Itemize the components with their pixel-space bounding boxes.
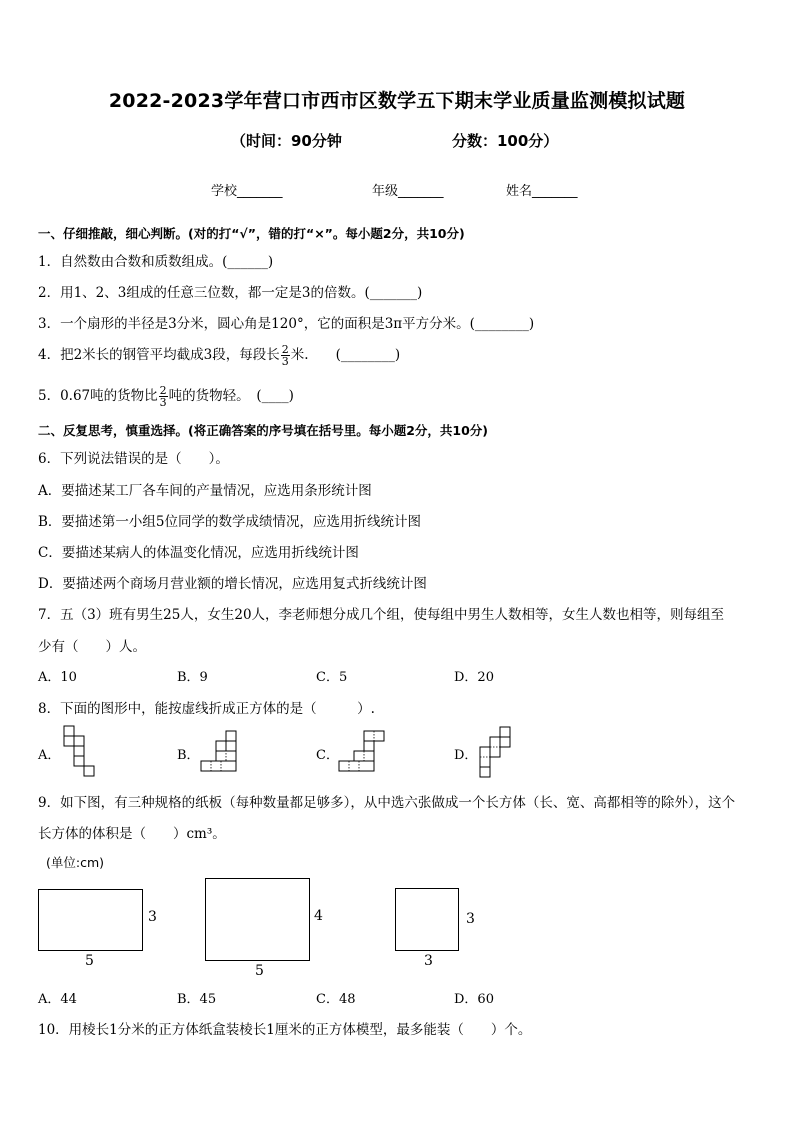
unit-label: (单位:cm) — [46, 855, 105, 870]
rect-2-height-label: 4 — [314, 908, 323, 924]
rect-3-height-label: 3 — [466, 911, 475, 927]
fraction-two-thirds — [281, 344, 290, 367]
page-title: 2022-2023学年营口市西市区数学五下期末学业质量监测模拟试题 — [108, 90, 686, 112]
grade-field: 年级_______ — [372, 184, 444, 199]
question-9-line1: 9．如下图，有三种规格的纸板（每种数量都足够多），从中选六张做成一个长方体（长、宽、高都相等的除外），这个 — [38, 795, 736, 811]
question-4-text: 4．把2米长的钢管平均截成3段，每段长 — [38, 347, 280, 363]
section1-heading: 一、仔细推敲，细心判断。(对的打“√”，错的打“×”。每小题2分，共10分) — [38, 226, 465, 241]
question-4-tail: 米. (________) — [290, 347, 401, 363]
rect-2-width-label: 5 — [255, 963, 264, 979]
fraction-two-thirds — [159, 385, 168, 408]
name-field: 姓名_______ — [506, 184, 578, 199]
question-7-option-c: C．5 — [316, 670, 348, 685]
question-5-tail: 吨的货物轻。 (____) — [168, 388, 294, 404]
question-2: 2．用1、2、3组成的任意三位数，都一定是3的倍数。(_______) — [38, 285, 423, 301]
question-3: 3．一个扇形的半径是3分米，圆心角是120°，它的面积是3π平方分米。(________) — [38, 316, 535, 332]
cube-net-c — [338, 730, 388, 772]
rectangle-5x4 — [205, 878, 310, 961]
question-6-option-d: D．要描述两个商场月营业额的增长情况，应选用复式折线统计图 — [38, 576, 427, 592]
question-7-option-d: D．20 — [454, 670, 494, 685]
cube-net-b — [200, 730, 242, 772]
question-7-line2: 少有（ ）人。 — [38, 639, 146, 655]
question-9-line2: 长方体的体积是（ ）cm³。 — [38, 826, 226, 842]
square-3x3 — [395, 888, 459, 951]
rectangle-5x3 — [38, 889, 143, 951]
cube-net-a — [62, 725, 102, 777]
question-7-option-a: A．10 — [38, 670, 77, 685]
question-8: 8．下面的图形中，能按虚线折成正方体的是（ ）. — [38, 701, 375, 717]
question-8-option-c: C． — [316, 748, 339, 763]
question-6: 6．下列说法错误的是（ ）。 — [38, 451, 229, 467]
fraction-numerator: 2 — [159, 384, 167, 397]
question-1: 1．自然数由合数和质数组成。(______) — [38, 254, 274, 270]
question-9-option-a: A．44 — [38, 992, 77, 1007]
cube-net-d — [478, 726, 518, 778]
fraction-denominator: 3 — [281, 355, 289, 368]
question-8-option-d: D． — [454, 748, 478, 763]
fraction-numerator: 2 — [281, 343, 289, 356]
question-8-option-b: B． — [177, 748, 200, 763]
exam-time: （时间：90分钟 — [231, 132, 342, 150]
exam-score: 分数：100分） — [452, 132, 559, 150]
section2-heading: 二、反复思考，慎重选择。(将正确答案的序号填在括号里。每小题2分，共10分) — [38, 423, 489, 438]
question-8-option-a: A． — [38, 748, 61, 763]
question-9-option-c: C．48 — [316, 992, 356, 1007]
question-10: 10．用棱长1分米的正方体纸盒装棱长1厘米的正方体模型，最多能装（ ）个。 — [38, 1022, 532, 1038]
school-field: 学校_______ — [211, 184, 283, 199]
question-7-line1: 7．五（3）班有男生25人，女生20人，李老师想分成几个组，使每组中男生人数相等，女生人数也相等，则每组至 — [38, 607, 725, 623]
rect-1-height-label: 3 — [148, 909, 157, 925]
fraction-denominator: 3 — [159, 396, 167, 409]
question-7-option-b: B．9 — [177, 670, 208, 685]
question-5-text: 5．0.67吨的货物比 — [38, 388, 158, 404]
question-9-option-b: B．45 — [177, 992, 217, 1007]
question-5 — [38, 384, 294, 408]
question-6-option-a: A．要描述某工厂各车间的产量情况，应选用条形统计图 — [38, 483, 372, 499]
question-6-option-c: C．要描述某病人的体温变化情况，应选用折线统计图 — [38, 545, 359, 561]
question-6-option-b: B．要描述第一小组5位同学的数学成绩情况，应选用折线统计图 — [38, 514, 422, 530]
rect-1-width-label: 5 — [85, 953, 94, 969]
question-9-option-d: D．60 — [454, 992, 494, 1007]
rect-3-width-label: 3 — [424, 953, 433, 969]
question-4 — [38, 343, 400, 367]
